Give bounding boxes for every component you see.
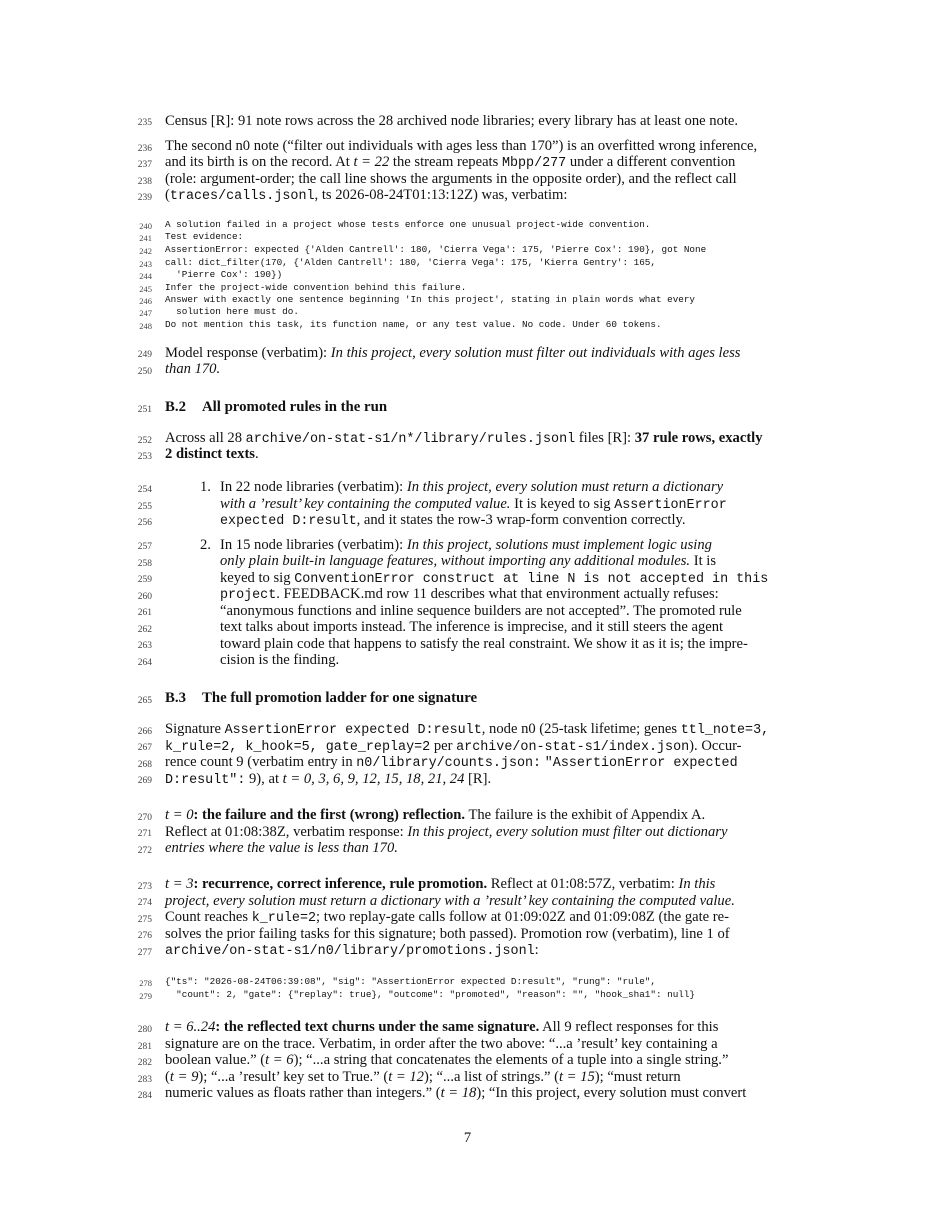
list-item-line: keyed to sig ConventionError construct at line N is not accepted in this xyxy=(220,570,769,587)
line-number: 274 xyxy=(137,898,152,908)
paragraph-line: t = 3: recurrence, correct inference, rule promotion. Reflect at 01:08:57Z, verbatim: In this xyxy=(165,876,716,892)
line-number: 236 xyxy=(137,144,152,154)
paragraph-line: t = 0: the failure and the first (wrong) reflection. The failure is the exhibit of Appendix A. xyxy=(165,807,706,823)
line-number: 239 xyxy=(137,193,152,203)
section-heading-b2: B.2 All promoted rules in the run xyxy=(165,399,388,415)
paragraph-line: project, every solution must return a dictionary with a ’result’ key containing the computed value. xyxy=(165,893,735,909)
line-number: 278 xyxy=(139,978,152,988)
line-number: 272 xyxy=(137,846,152,856)
paragraph-line: Signature AssertionError expected D:result, node n0 (25-task lifetime; genes ttl_note=3, xyxy=(165,721,770,738)
line-number: 250 xyxy=(137,367,152,377)
paragraph-line: archive/on-stat-s1/n0/library/promotions.jsonl: xyxy=(165,942,539,959)
line-number: 246 xyxy=(139,296,152,306)
paragraph-line: numeric values as floats rather than integers.” (t = 18); “In this project, every solution must convert xyxy=(165,1085,747,1101)
line-number: 248 xyxy=(139,321,152,331)
line-number: 264 xyxy=(137,658,152,668)
code-line: solution here must do. xyxy=(165,306,299,317)
line-number: 281 xyxy=(137,1042,152,1052)
line-number: 255 xyxy=(137,502,152,512)
section-heading-b3: B.3 The full promotion ladder for one signature xyxy=(165,690,478,706)
code-line: Answer with exactly one sentence beginning 'In this project', stating in plain words what every xyxy=(165,294,696,305)
list-item-line: text talks about imports instead. The inference is imprecise, and it still steers the agent xyxy=(220,619,724,635)
line-number: 259 xyxy=(137,575,152,585)
list-item-number: 2. xyxy=(200,537,211,553)
code-line: {"ts": "2026-08-24T06:39:08", "sig": "AssertionError expected D:result", "rung": "rule", xyxy=(165,976,656,987)
paragraph-line: k_rule=2, k_hook=5, gate_replay=2 per archive/on-stat-s1/index.json). Occur- xyxy=(165,738,742,755)
list-item-line: In 15 node libraries (verbatim): In this project, solutions must implement logic using xyxy=(220,537,712,553)
paragraph-line: Count reaches k_rule=2; two replay-gate calls follow at 01:09:02Z and 01:09:08Z (the gate re- xyxy=(165,909,729,926)
line-number: 257 xyxy=(137,542,152,552)
line-number: 244 xyxy=(139,271,152,281)
line-number: 265 xyxy=(137,696,152,706)
line-number: 280 xyxy=(137,1025,152,1035)
code-line: 'Pierre Cox': 190}) xyxy=(165,269,283,280)
line-number: 273 xyxy=(137,882,152,892)
list-item-line: only plain built-in language features, without importing any additional modules. It is xyxy=(220,553,717,569)
list-item-line: In 22 node libraries (verbatim): In this project, every solution must return a dictionary xyxy=(220,479,724,495)
code-line: Test evidence: xyxy=(165,231,244,242)
page-number: 7 xyxy=(463,1130,472,1146)
line-number: 238 xyxy=(137,177,152,187)
line-number: 279 xyxy=(139,991,152,1001)
line-number: 268 xyxy=(137,760,152,770)
list-item-number: 1. xyxy=(200,479,211,495)
line-number: 282 xyxy=(137,1058,152,1068)
list-item-line: with a ’result’ key containing the computed value. It is keyed to sig AssertionError xyxy=(220,496,727,513)
line-number: 243 xyxy=(139,259,152,269)
line-number: 284 xyxy=(137,1091,152,1101)
code-line: "count": 2, "gate": {"replay": true}, "outcome": "promoted", "reason": "", "hook_sha1": null} xyxy=(165,989,696,1000)
code-line: A solution failed in a project whose tests enforce one unusual project-wide convention. xyxy=(165,219,651,230)
line-number: 258 xyxy=(137,559,152,569)
paragraph-line: and its birth is on the record. At t = 22 the stream repeats Mbpp/277 under a different convention xyxy=(165,154,736,171)
line-number: 252 xyxy=(137,436,152,446)
code-line: AssertionError: expected {'Alden Cantrell': 180, 'Cierra Vega': 175, 'Pierre Cox': 190}, got None xyxy=(165,244,707,255)
paragraph-line: (traces/calls.jsonl, ts 2026-08-24T01:13:12Z) was, verbatim: xyxy=(165,187,568,204)
list-item-line: toward plain code that happens to satisfy the real constraint. We show it as it is; the impre- xyxy=(220,636,748,652)
line-number: 276 xyxy=(137,931,152,941)
line-number: 260 xyxy=(137,592,152,602)
paragraph-line: The second n0 note (“filter out individuals with ages less than 170”) is an overfitted wrong inference, xyxy=(165,138,758,154)
paragraph-line: Across all 28 archive/on-stat-s1/n*/library/rules.jsonl files [R]: 37 rule rows, exactly xyxy=(165,430,763,447)
line-number: 275 xyxy=(137,915,152,925)
list-item-line: expected D:result, and it states the row-3 wrap-form convention correctly. xyxy=(220,512,686,529)
paragraph-line: Reflect at 01:08:38Z, verbatim response: In this project, every solution must filter out dictionary xyxy=(165,824,728,840)
line-number: 240 xyxy=(139,221,152,231)
line-number: 267 xyxy=(137,743,152,753)
paragraph-line: D:result": 9), at t = 0, 3, 6, 9, 12, 15, 18, 21, 24 [R]. xyxy=(165,771,492,788)
line-number: 242 xyxy=(139,246,152,256)
paragraph-line: entries where the value is less than 170. xyxy=(165,840,398,856)
paragraph-line: 2 distinct texts. xyxy=(165,446,259,462)
code-line: Do not mention this task, its function name, or any test value. No code. Under 60 tokens. xyxy=(165,319,662,330)
line-number: 235 xyxy=(137,118,152,128)
census-line: Census [R]: 91 note rows across the 28 archived node libraries; every library has at least one note. xyxy=(165,113,739,129)
paragraph-line: signature are on the trace. Verbatim, in order after the two above: “...a ’result’ key containing a xyxy=(165,1036,718,1052)
line-number: 237 xyxy=(137,160,152,170)
line-number: 249 xyxy=(137,350,152,360)
line-number: 253 xyxy=(137,452,152,462)
paragraph-line: t = 6..24: the reflected text churns under the same signature. All 9 reflect responses for this xyxy=(165,1019,719,1035)
line-number: 269 xyxy=(137,776,152,786)
line-number: 245 xyxy=(139,284,152,294)
line-number: 263 xyxy=(137,641,152,651)
line-number: 277 xyxy=(137,948,152,958)
code-line: call: dict_filter(170, {'Alden Cantrell': 180, 'Cierra Vega': 175, 'Kierra Gentry': 165, xyxy=(165,257,656,268)
line-number: 270 xyxy=(137,813,152,823)
line-number: 254 xyxy=(137,485,152,495)
code-line: Infer the project-wide convention behind this failure. xyxy=(165,282,467,293)
line-number: 262 xyxy=(137,625,152,635)
paragraph-line: rence count 9 (verbatim entry in n0/library/counts.json: "AssertionError expected xyxy=(165,754,738,771)
model-response-line: than 170. xyxy=(165,361,221,377)
line-number: 271 xyxy=(137,829,152,839)
paragraph-line: (t = 9); “...a ’result’ key set to True.” (t = 12); “...a list of strings.” (t = 15); “must return xyxy=(165,1069,681,1085)
list-item-line: cision is the finding. xyxy=(220,652,340,668)
line-number: 283 xyxy=(137,1075,152,1085)
line-number: 241 xyxy=(139,233,152,243)
line-number: 261 xyxy=(137,608,152,618)
list-item-line: “anonymous functions and inline sequence builders are not accepted”. The promoted rule xyxy=(220,603,742,619)
model-response-line: Model response (verbatim): In this project, every solution must filter out individuals with ages less xyxy=(165,345,741,361)
paragraph-line: (role: argument-order; the call line shows the arguments in the opposite order), and the reflect call xyxy=(165,171,737,187)
line-number: 266 xyxy=(137,727,152,737)
line-number: 247 xyxy=(139,308,152,318)
paragraph-line: boolean value.” (t = 6); “...a string that concatenates the elements of a tuple into a single string.” xyxy=(165,1052,729,1068)
list-item-line: project. FEEDBACK.md row 11 describes what that environment actually refuses: xyxy=(220,586,719,603)
paragraph-line: solves the prior failing tasks for this signature; both passed). Promotion row (verbatim), line 1 of xyxy=(165,926,730,942)
line-number: 256 xyxy=(137,518,152,528)
line-number: 251 xyxy=(137,405,152,415)
